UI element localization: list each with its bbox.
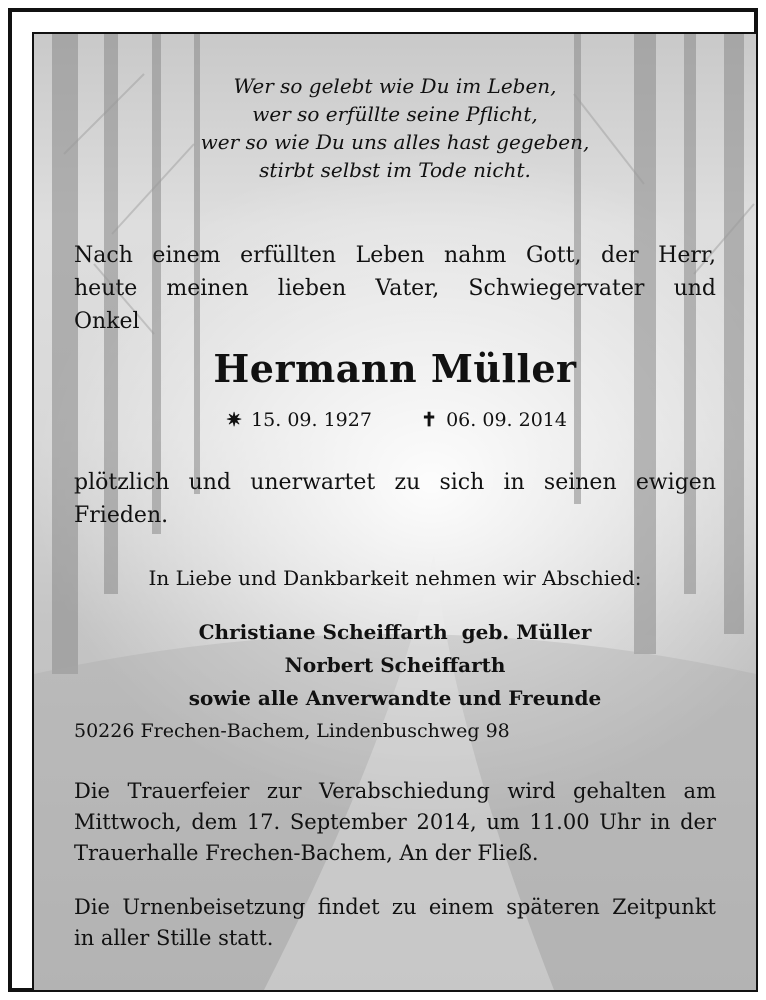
deceased-name: Hermann Müller: [213, 346, 577, 391]
passing-paragraph: [74, 466, 716, 532]
obituary-card: [32, 32, 758, 992]
family-address: 50226 Frechen-Bachem, Lindenbuschweg 98: [74, 720, 510, 742]
poem-line: stirbt selbst im Tode nicht.: [259, 158, 531, 182]
ceremony-paragraph: [74, 776, 716, 869]
intro-line: Nach einem erfüllten Leben nahm Gott, der Herr,: [74, 243, 716, 268]
intro-line: Onkel: [74, 309, 140, 334]
outer-border: [8, 8, 758, 992]
ceremony-line: Trauerhalle Frechen-Bachem, An der Fließ.: [74, 841, 539, 865]
poem-line: Wer so gelebt wie Du im Leben,: [233, 74, 557, 98]
intro-paragraph: [74, 239, 716, 338]
mourner-name: sowie alle Anverwandte und Freunde: [188, 686, 602, 710]
burial-line: in aller Stille statt.: [74, 926, 274, 950]
birth-date: 15. 09. 1927: [251, 409, 372, 431]
intro-line: heute meinen lieben Vater, Schwiegervater und: [74, 276, 716, 301]
death-cross-icon: ✝: [421, 409, 437, 431]
life-dates: [34, 409, 756, 431]
mourners-list: [34, 616, 756, 715]
memorial-poem: [34, 72, 756, 184]
death-date: 06. 09. 2014: [446, 409, 567, 431]
passing-line: plötzlich und unerwartet zu sich in seinen ewigen: [74, 470, 716, 495]
mourner-name: Norbert Scheiffarth: [284, 653, 506, 677]
poem-line: wer so wie Du uns alles hast gegeben,: [200, 130, 590, 154]
birth-star-icon: ✷: [226, 409, 242, 431]
burial-line: Die Urnenbeisetzung findet zu einem späteren Zeitpunkt: [74, 895, 716, 919]
ceremony-line: Mittwoch, dem 17. September 2014, um 11.00 Uhr in der: [74, 810, 716, 834]
mourner-name: Christiane Scheiffarth geb. Müller: [198, 620, 592, 644]
ceremony-line: Die Trauerfeier zur Verabschiedung wird gehalten am: [74, 779, 716, 803]
burial-paragraph: [74, 892, 716, 954]
passing-line: Frieden.: [74, 503, 169, 528]
farewell-line: In Liebe und Dankbarkeit nehmen wir Abschied:: [148, 566, 642, 590]
poem-line: wer so erfüllte seine Pflicht,: [252, 102, 538, 126]
